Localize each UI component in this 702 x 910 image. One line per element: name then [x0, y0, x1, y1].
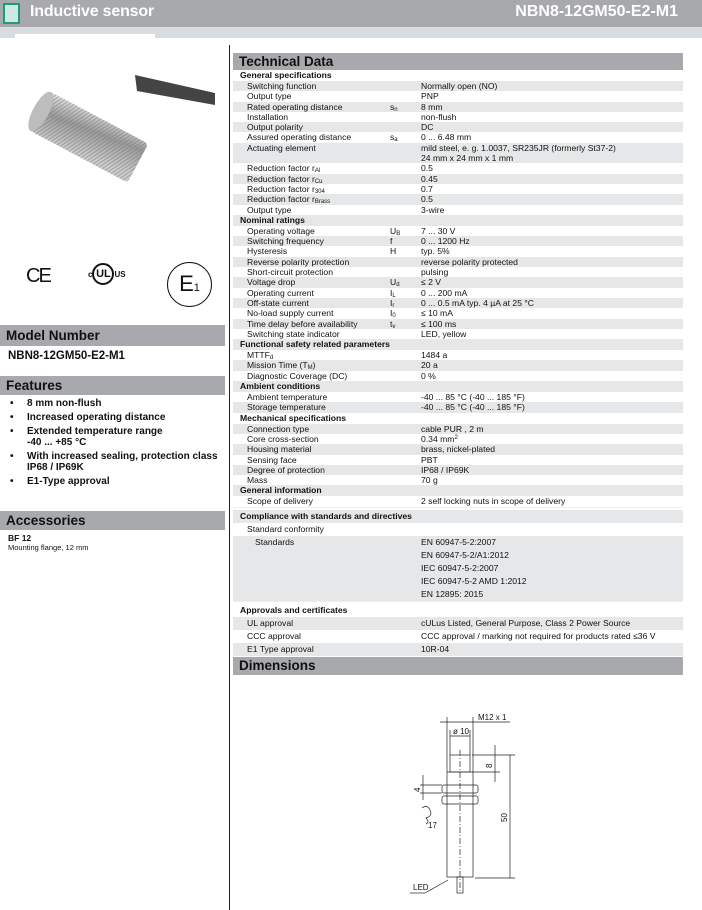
- spec-value-text: -40 ... 85 °C (-40 ... 185 °F): [421, 402, 525, 413]
- spec-label-text: Output type: [247, 91, 292, 102]
- spec-value-text: ≤ 10 mA: [421, 308, 453, 319]
- spec-value-text: 3-wire: [421, 204, 445, 215]
- spec-row: [233, 402, 683, 412]
- spec-label-text: Reduction factor r: [247, 163, 315, 174]
- spec-label-text: CCC approval: [247, 630, 301, 641]
- spec-label-text: Output type: [247, 204, 292, 215]
- spec-value: [421, 424, 683, 434]
- spec-row: [233, 257, 683, 267]
- spec-label: [247, 81, 316, 91]
- spec-value: [421, 205, 683, 215]
- spec-value-text: 0 ... 200 mA: [421, 287, 468, 298]
- spec-value: [421, 226, 683, 236]
- spec-row: [233, 102, 683, 112]
- spec-value: [421, 329, 683, 339]
- header-bar: [0, 0, 702, 27]
- spec-value-text: pulsing: [421, 267, 449, 278]
- spec-value-text: 7 ... 30 V: [421, 225, 456, 236]
- spec-value: [421, 360, 683, 370]
- spec-row: [233, 163, 683, 173]
- e1-logo-num: 1: [193, 282, 200, 294]
- spec-label-text: Rated operating distance: [247, 101, 343, 112]
- spec-value-text: DC: [421, 122, 434, 133]
- spec-label: [247, 329, 340, 339]
- spec-label-text: Standards: [255, 536, 295, 547]
- spec-value-text: IEC 60947-5-2 AMD 1:2012: [421, 575, 527, 586]
- spec-value: [421, 496, 683, 506]
- spec-row: [233, 371, 683, 381]
- spec-value-text: EN 12895: 2015: [421, 588, 484, 599]
- technical-data-heading: Technical Data: [233, 53, 683, 70]
- spec-value-text: PNP: [421, 91, 439, 102]
- spec-value: [421, 643, 683, 656]
- spec-label: [247, 392, 327, 402]
- spec-row: [233, 267, 683, 277]
- spec-value: [421, 194, 683, 204]
- spec-value-text: CCC approval / marking not required for products rated ≤36 V: [421, 630, 656, 641]
- ul-logo-mark: UL: [92, 263, 114, 285]
- spec-symbol-sub: 0: [392, 313, 396, 320]
- spec-row: [233, 81, 683, 91]
- spec-label-text: Operating current: [247, 287, 314, 298]
- spec-row: [233, 444, 683, 454]
- spec-row: [233, 424, 683, 434]
- spec-value: [421, 81, 683, 91]
- spec-row: [233, 288, 683, 298]
- spec-row: [233, 329, 683, 339]
- dim-nut: 4: [413, 787, 422, 792]
- spec-value-text: 70 g: [421, 475, 438, 486]
- spec-symbol: [390, 319, 395, 330]
- section-heading: Mechanical specifications: [240, 412, 347, 423]
- spec-label: [247, 371, 347, 381]
- spec-label: [247, 277, 295, 287]
- spec-row: [233, 523, 683, 536]
- accessory-item: [8, 533, 88, 552]
- spec-value: [421, 174, 683, 184]
- spec-row: [233, 143, 683, 164]
- spec-label: [247, 102, 343, 112]
- spec-value: [421, 246, 683, 256]
- spec-row: [233, 617, 683, 630]
- feature-item: • Increased operating distance: [8, 412, 223, 423]
- spec-value: [421, 184, 683, 194]
- dimensions-heading: Dimensions: [233, 657, 683, 675]
- dim-face: 8: [485, 763, 494, 768]
- spec-label-text: UL approval: [247, 617, 294, 628]
- spec-row: [233, 226, 683, 236]
- document-title: Inductive sensor: [30, 3, 154, 20]
- e1-logo-e: E: [179, 271, 194, 296]
- spec-value: [421, 562, 683, 575]
- spec-row: [233, 455, 683, 465]
- spec-label: [255, 536, 294, 549]
- spec-symbol-text: s: [390, 132, 395, 143]
- spec-label: [247, 308, 333, 318]
- spec-label-text: Sensing face: [247, 454, 297, 465]
- spec-value-text: brass, nickel-plated: [421, 444, 496, 455]
- spec-label: [247, 496, 313, 506]
- features-list: [8, 398, 223, 490]
- spec-label-text: Mass: [247, 475, 268, 486]
- spec-row: [233, 496, 683, 506]
- spec-value: [421, 298, 683, 308]
- features-heading: Features: [0, 376, 225, 395]
- spec-row: [233, 246, 683, 256]
- spec-symbol: [390, 236, 392, 246]
- spec-symbol-sub: B: [396, 230, 401, 237]
- spec-symbol-text: U: [390, 277, 397, 288]
- spec-symbol-sub: r: [392, 302, 395, 309]
- spec-value: [421, 163, 683, 173]
- spec-row: [233, 236, 683, 246]
- ce-logo-text: CE: [26, 265, 50, 287]
- spec-value-text: 0.5: [421, 163, 433, 174]
- column-divider: [229, 45, 230, 910]
- brand-square-icon: [3, 3, 20, 24]
- spec-label-text: Switching function: [247, 81, 317, 91]
- spec-label: [247, 643, 314, 656]
- spec-value: [421, 153, 683, 163]
- spec-value-text: 24 mm x 24 mm x 1 mm: [421, 153, 514, 164]
- spec-value-text: 2 self locking nuts in scope of delivery: [421, 496, 566, 507]
- spec-row: [233, 536, 683, 601]
- spec-row: [233, 277, 683, 287]
- feature-item: • Extended temperature range -40 ... +85 °C: [8, 426, 223, 448]
- spec-row: [233, 319, 683, 329]
- spec-symbol-sub: d: [396, 282, 400, 289]
- spec-label: [247, 434, 319, 444]
- section-heading: Approvals and certificates: [240, 604, 348, 615]
- spec-label-text: Scope of delivery: [247, 496, 313, 507]
- spec-symbol: [390, 102, 398, 113]
- spec-label-text: Reduction factor r: [247, 194, 315, 205]
- spec-value: [421, 402, 683, 412]
- spec-value: [421, 392, 683, 402]
- ul-logo-us: US: [114, 269, 126, 279]
- spec-value-text: 0 ... 1200 Hz: [421, 236, 470, 247]
- spec-row: [233, 350, 683, 360]
- spec-label-sub: Cu: [314, 178, 323, 185]
- spec-value-text: ≤ 2 V: [421, 277, 442, 288]
- spec-symbol-text: H: [390, 246, 397, 257]
- dim-wrench: 17: [428, 821, 437, 830]
- accessories-heading: Accessories: [0, 511, 225, 530]
- spec-row: [233, 308, 683, 318]
- spec-value: [421, 132, 683, 142]
- spec-label: [247, 475, 268, 485]
- spec-row: [233, 205, 683, 215]
- spec-symbol-text: U: [390, 225, 397, 236]
- spec-value: [421, 277, 683, 287]
- spec-value-text: 0.5: [421, 194, 433, 205]
- accessory-name: BF 12: [8, 533, 32, 543]
- spec-symbol: [390, 246, 396, 256]
- spec-value-text: 20 a: [421, 360, 438, 371]
- spec-label-text: MTTF: [247, 350, 270, 361]
- spec-symbol: [390, 132, 398, 143]
- feature-item: • E1-Type approval: [8, 476, 223, 487]
- spec-symbol-text: f: [390, 236, 393, 247]
- spec-label: [247, 267, 333, 277]
- spec-label: [247, 91, 291, 101]
- e1-logo: [167, 262, 212, 307]
- spec-label: [247, 205, 291, 215]
- spec-value-text: EN 60947-5-2:2007: [421, 536, 497, 547]
- spec-label-text: Ambient temperature: [247, 392, 328, 403]
- ul-logo: [88, 263, 126, 285]
- feature-item: • With increased sealing, protection class IP68 / IP69K: [8, 451, 223, 473]
- spec-symbol-sub: L: [392, 292, 396, 299]
- spec-label-text: Off-state current: [247, 297, 309, 308]
- spec-label: [247, 143, 316, 153]
- spec-value-text: 10R-04: [421, 643, 450, 654]
- spec-label: [247, 465, 325, 475]
- spec-value-text: 0 %: [421, 370, 436, 381]
- spec-label: [247, 236, 324, 246]
- spec-value-text: typ. 5%: [421, 246, 450, 257]
- spec-value-text: LED, yellow: [421, 328, 467, 339]
- spec-label-text: Mission Time (T: [247, 360, 308, 371]
- feature-item: • 8 mm non-flush: [8, 398, 223, 409]
- spec-symbol-sub: n: [394, 106, 398, 113]
- spec-label-text: Actuating element: [247, 142, 316, 153]
- spec-label-text: Operating voltage: [247, 225, 315, 236]
- spec-label: [247, 246, 287, 256]
- spec-label-text: Reduction factor r: [247, 173, 315, 184]
- spec-label-text: Reverse polarity protection: [247, 256, 350, 267]
- spec-label-text: Reduction factor r: [247, 183, 315, 194]
- spec-value: [421, 444, 683, 454]
- spec-row: [233, 194, 683, 204]
- spec-row: [233, 184, 683, 194]
- spec-value-text: 1484 a: [421, 350, 448, 361]
- spec-label-sub: d: [269, 355, 274, 362]
- spec-label: [247, 288, 314, 298]
- spec-row: [233, 465, 683, 475]
- section-heading: Compliance with standards and directives: [233, 510, 683, 523]
- spec-label: [247, 226, 315, 236]
- spec-symbol-sub: a: [394, 137, 398, 144]
- spec-row: [233, 122, 683, 132]
- spec-value: [421, 536, 683, 549]
- section-heading: General information: [233, 485, 683, 496]
- model-number-heading: Model Number: [0, 325, 225, 346]
- spec-value: [421, 102, 683, 112]
- spec-label-text: Time delay before availability: [247, 318, 358, 329]
- spec-value: [421, 267, 683, 277]
- spec-label-text: Hysteresis: [247, 246, 288, 257]
- spec-value: [421, 575, 683, 588]
- spec-label-text: Switching state indicator: [247, 328, 340, 339]
- spec-value: [421, 350, 683, 360]
- spec-label: [247, 617, 293, 630]
- dimension-drawing: [380, 700, 540, 910]
- spec-label: [247, 424, 309, 434]
- spec-row: [233, 392, 683, 402]
- spec-value: [421, 319, 683, 329]
- technical-data-table: [233, 70, 683, 656]
- spec-value: [421, 236, 683, 246]
- spec-label: [247, 630, 301, 643]
- spec-value: [421, 630, 683, 643]
- spec-row: [233, 132, 683, 142]
- spec-row: [233, 298, 683, 308]
- spec-value-text: 0.34 mm: [421, 433, 455, 444]
- spec-symbol-text: s: [390, 101, 395, 112]
- spec-label-text: Degree of protection: [247, 464, 325, 475]
- spec-label-text: Short-circuit protection: [247, 267, 333, 278]
- spec-value: [421, 122, 683, 132]
- spec-value-text: non-flush: [421, 111, 457, 122]
- spec-label-text: Standard conformity: [247, 523, 324, 534]
- spec-value: [421, 465, 683, 475]
- spec-row: [233, 434, 683, 444]
- section-heading: Nominal ratings: [233, 215, 683, 226]
- spec-value: [421, 588, 683, 601]
- tab-cutout: [15, 34, 155, 38]
- spec-label: [247, 298, 309, 308]
- spec-symbol-text: t: [390, 318, 393, 329]
- spec-label: [247, 402, 326, 412]
- spec-value-text: 0 ... 0.5 mA typ. 4 µA at 25 °C: [421, 297, 535, 308]
- spec-label: [247, 257, 349, 267]
- spec-row: [233, 360, 683, 370]
- spec-label-end: ): [312, 360, 316, 371]
- spec-value-text: cULus Listed, General Purpose, Class 2 Power Source: [421, 617, 631, 628]
- section-heading: Ambient conditions: [233, 381, 683, 392]
- header-model: NBN8-12GM50-E2-M1: [515, 3, 678, 20]
- spec-row: [233, 91, 683, 101]
- spec-value-text: 0 ... 6.48 mm: [421, 132, 472, 143]
- dim-thread: M12 x 1: [478, 713, 507, 722]
- spec-value-text: mild steel, e. g. 1.0037, SR235JR (formerly St37-2): [421, 142, 616, 153]
- spec-value: [421, 549, 683, 562]
- section-heading: Functional safety related parameters: [233, 339, 683, 350]
- spec-label-text: Diagnostic Coverage (DC): [247, 370, 348, 381]
- spec-value-text: cable PUR , 2 m: [421, 423, 484, 434]
- dim-led: LED: [413, 883, 429, 892]
- spec-symbol-sub: v: [392, 323, 396, 330]
- spec-label: [247, 455, 297, 465]
- ul-logo-c: c: [88, 269, 93, 279]
- spec-value-text: Normally open (NO): [421, 81, 498, 91]
- ce-logo: [26, 265, 50, 288]
- spec-label: [247, 444, 311, 454]
- spec-label-sub: Brass: [314, 199, 331, 206]
- accessory-desc: Mounting flange, 12 mm: [8, 543, 89, 552]
- spec-row: [233, 112, 683, 122]
- spec-label: [247, 122, 303, 132]
- spec-row: [233, 643, 683, 656]
- spec-value-text: reverse polarity protected: [421, 256, 518, 267]
- dim-diameter: ø 10: [453, 727, 470, 736]
- spec-label-text: Switching frequency: [247, 236, 324, 247]
- spec-value: [421, 523, 683, 536]
- spec-label-text: Housing material: [247, 444, 312, 455]
- spec-value-text: PBT: [421, 454, 438, 465]
- spec-label-text: Connection type: [247, 423, 310, 434]
- section-heading: General specifications: [240, 70, 332, 80]
- spec-value: [421, 91, 683, 101]
- spec-value: [421, 434, 683, 444]
- product-image: [15, 45, 225, 225]
- spec-value: [421, 455, 683, 465]
- spec-label: [247, 319, 358, 329]
- spec-value: [421, 617, 683, 630]
- spec-value: [421, 257, 683, 267]
- spec-value: [421, 371, 683, 381]
- spec-label-text: Assured operating distance: [247, 132, 352, 143]
- spec-value-text: -40 ... 85 °C (-40 ... 185 °F): [421, 392, 525, 403]
- spec-label-text: E1 Type approval: [247, 643, 314, 654]
- spec-value-text: 0.7: [421, 183, 433, 194]
- spec-label: [247, 523, 324, 536]
- spec-label-text: Output polarity: [247, 122, 303, 133]
- spec-label-sub: Al: [314, 168, 321, 175]
- dim-length: 50: [500, 813, 509, 822]
- spec-value-text: 8 mm: [421, 101, 443, 112]
- spec-value: [421, 112, 683, 122]
- spec-value-sup: 2: [454, 434, 458, 441]
- spec-row: [233, 630, 683, 643]
- spec-value-text: ≤ 100 ms: [421, 318, 457, 329]
- spec-value-text: EN 60947-5-2/A1:2012: [421, 549, 509, 560]
- spec-value: [421, 288, 683, 298]
- spec-value: [421, 475, 683, 485]
- spec-label: [247, 132, 351, 142]
- spec-label-text: Installation: [247, 111, 289, 122]
- spec-symbol-text: I: [390, 308, 393, 319]
- spec-value: [421, 308, 683, 318]
- spec-symbol-text: I: [390, 287, 393, 298]
- spec-row: [233, 475, 683, 485]
- spec-label-text: Core cross-section: [247, 433, 319, 444]
- spec-label: [247, 112, 288, 122]
- spec-label-text: Voltage drop: [247, 277, 296, 288]
- model-number-value: NBN8-12GM50-E2-M1: [8, 350, 125, 362]
- spec-label-text: No-load supply current: [247, 308, 334, 319]
- spec-value-text: IP68 / IP69K: [421, 464, 470, 475]
- spec-label-sub: M: [307, 365, 313, 372]
- spec-label-sub: 304: [314, 188, 325, 195]
- spec-label-text: Storage temperature: [247, 402, 326, 413]
- spec-row: [233, 174, 683, 184]
- spec-value-text: IEC 60947-5-2:2007: [421, 562, 499, 573]
- spec-value-text: 0.45: [421, 173, 438, 184]
- spec-value: [421, 143, 683, 153]
- spec-symbol-text: I: [390, 297, 393, 308]
